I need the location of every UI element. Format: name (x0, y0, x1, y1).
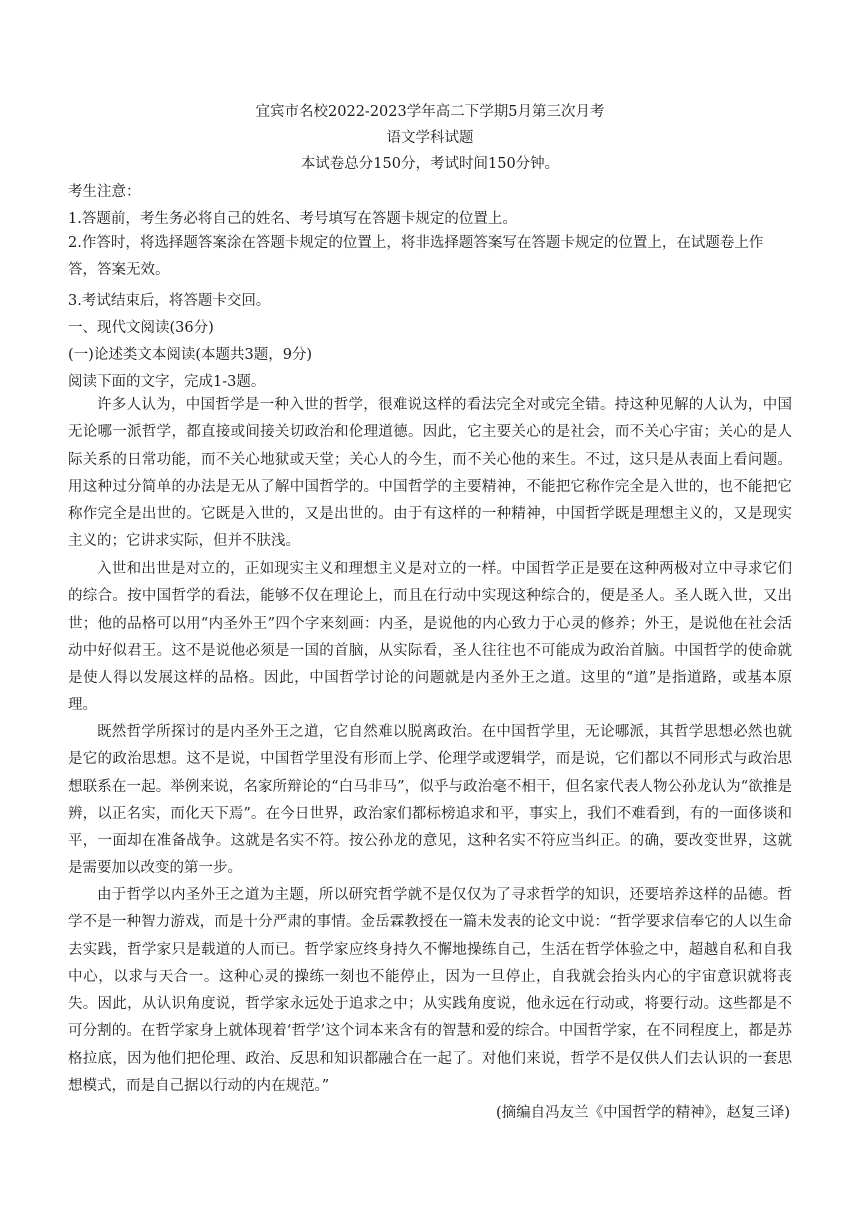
exam-info: 本试卷总分150分，考试时间150分钟。 (300, 156, 560, 172)
exam-title: 宜宾市名校2022-2023学年高二下学期5月第三次月考 (255, 104, 605, 120)
notice-item-3: 3.考试结束后，将答题卡交回。 (68, 293, 271, 309)
passage-paragraph-3: 既然哲学所探讨的是内圣外王之道，它自然难以脱离政治。在中国哲学里，无论哪派，其哲学思想必然也就是它的政治思想。这不是说，中国哲学里没有形而上学、伦理学或逻辑学，而是说，它们都以不同形式与政治思想联系在一起。举例来说，名家所辩论的“白马非马”，似乎与政治毫不相干，但名家代表人物公孙龙认为“欲推是辨，以正名实，而化天下焉”。在今日世界，政治家们都标榜追求和平，事实上，我们不难看到，有的一面侈谈和平，一面却在准备战争。这就是名实不符。按公孙龙的意见，这种名实不符应当纠正。的确，要改变世界，这就是需要加以改变的第一步。 (68, 724, 792, 877)
notice-item-1: 1.答题前，考生务必将自己的姓名、考号填写在答题卡规定的位置上。 (68, 211, 517, 227)
exam-subject: 语文学科试题 (386, 130, 474, 146)
section-title: 一、现代文阅读(36分) (68, 320, 214, 336)
subsection-title: (一)论述类文本阅读(本题共3题，9分) (68, 347, 313, 363)
passage-paragraph-4: 由于哲学以内圣外王之道为主题，所以研究哲学就不是仅仅为了寻求哲学的知识，还要培养这样的品德。哲学不是一种智力游戏，而是十分严肃的事情。金岳霖教授在一篇未发表的论文中说：“哲学要求信奉它的人以生命去实践，哲学家只是载道的人而已。哲学家应终身持久不懈地操练自己，生活在哲学体验之中，超越自私和自我中心，以求与天合一。这种心灵的操练一刻也不能停止，因为一旦停止，自我就会抬头内心的宇宙意识就将丧失。因此，从认识角度说，哲学家永远处于追求之中；从实践角度说，他永远在行动或，将要行动。这些都是不可分割的。在哲学家身上就体现着‘哲学’这个词本来含有的智慧和爱的综合。中国哲学家，在不同程度上，都是苏格拉底，因为他们把伦理、政治、反思和知识都融合在一起了。对他们来说，哲学不是仅供人们去认识的一套思想模式，而是自己据以行动的内在规范。” (68, 887, 792, 1095)
passage-paragraph-2: 入世和出世是对立的，正如现实主义和理想主义是对立的一样。中国哲学正是要在这种两极对立中寻求它们的综合。按中国哲学的看法，能够不仅在理论上，而且在行动中实现这种综合的，便是圣人。圣人既入世，又出世；他的品格可以用“内圣外王”四个字来刻画：内圣，是说他的内心致力于心灵的修养；外王，是说他在社会活动中好似君王。这不是说他必须是一国的首脑，从实际看，圣人往往也不可能成为政治首脑。中国哲学的使命就是使人得以发展这样的品格。因此，中国哲学讨论的问题就是内圣外王之道。这里的“道”是指道路，或基本原理。 (68, 561, 792, 714)
notice-item-2: 2.作答时，将选择题答案涂在答题卡规定的位置上，将非选择题答案写在答题卡规定的位置上，在试题卷上作答，答案无效。 (68, 235, 764, 279)
passage-paragraph-1: 许多人认为，中国哲学是一种入世的哲学，很难说这样的看法完全对或完全错。持这种见解的人认为，中国无论哪一派哲学，都直接或间接关切政治和伦理道德。因此，它主要关心的是社会，而不关心宇宙；关心的是人际关系的日常功能，而不关心地狱或天堂；关心人的今生，而不关心他的来生。不过，这只是从表面上看问题。用这种过分简单的办法是无从了解中国哲学的。中国哲学的主要精神，不能把它称作完全是入世的，也不能把它称作完全是出世的。它既是入世的，又是出世的。由于有这样的一种精神，中国哲学既是理想主义的，又是现实主义的；它讲求实际，但并不肤浅。 (68, 397, 792, 550)
reading-instruction: 阅读下面的文字，完成1-3题。 (68, 374, 266, 390)
notice-heading: 考生注意： (68, 184, 141, 200)
passage-source: (摘编自冯友兰《中国哲学的精神》，赵复三译) (495, 1105, 790, 1121)
